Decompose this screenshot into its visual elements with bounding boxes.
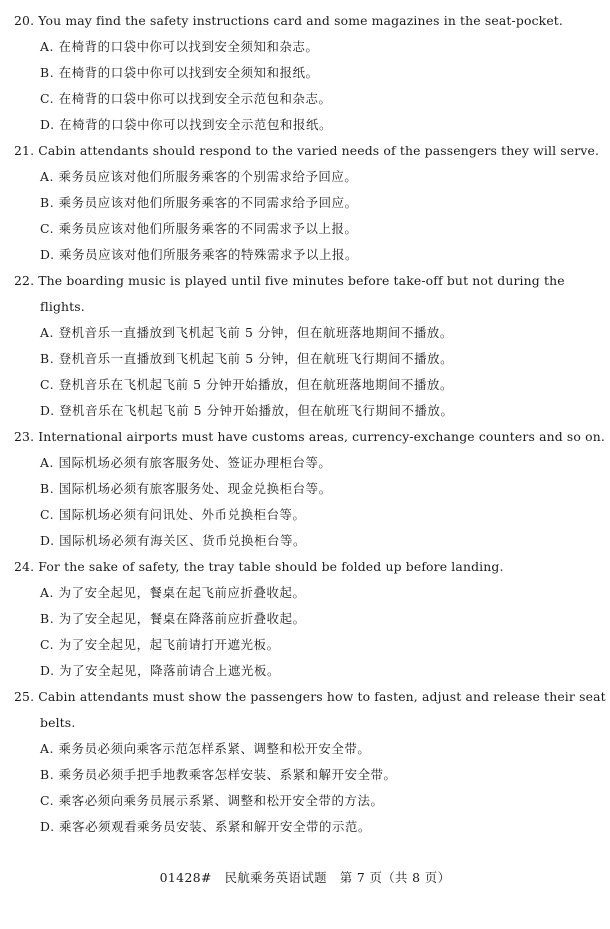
option-c: C. 乘务员应该对他们所服务乘客的不同需求予以上报。 bbox=[40, 221, 358, 236]
option-c: C. 登机音乐在飞机起飞前 5 分钟开始播放，但在航班落地期间不播放。 bbox=[40, 377, 454, 392]
option-d: D. 在椅背的口袋中你可以找到安全示范包和报纸。 bbox=[40, 117, 332, 132]
option-b: B. 为了安全起见，餐桌在降落前应折叠收起。 bbox=[40, 611, 306, 626]
option-b: B. 国际机场必须有旅客服务处、现金兑换柜台等。 bbox=[40, 481, 332, 496]
question-stem: 24. For the sake of safety, the tray table should be folded up before landing. bbox=[14, 559, 504, 574]
option-b: B. 登机音乐一直播放到飞机起飞前 5 分钟，但在航班飞行期间不播放。 bbox=[40, 351, 454, 366]
question-list bbox=[0, 8, 610, 840]
option-a: A. 为了安全起见，餐桌在起飞前应折叠收起。 bbox=[40, 585, 306, 600]
option-d: D. 国际机场必须有海关区、货币兑换柜台等。 bbox=[40, 533, 306, 548]
option-b: B. 乘务员应该对他们所服务乘客的不同需求给予回应。 bbox=[40, 195, 358, 210]
option-c: C. 为了安全起见，起飞前请打开遮光板。 bbox=[40, 637, 280, 652]
question-stem: 20. You may find the safety instructions card and some magazines in the seat-pocket. bbox=[14, 13, 564, 28]
option-a: A. 在椅背的口袋中你可以找到安全须知和杂志。 bbox=[40, 39, 319, 54]
option-c: C. 乘客必须向乘务员展示系紧、调整和松开安全带的方法。 bbox=[40, 793, 384, 808]
stem-continuation-text: flights. bbox=[40, 299, 85, 314]
question-stem: 23. International airports must have customs areas, currency-exchange counters and so on. bbox=[14, 429, 605, 444]
question-21 bbox=[0, 138, 610, 268]
option-a: A. 国际机场必须有旅客服务处、签证办理柜台等。 bbox=[40, 455, 332, 470]
question-22 bbox=[0, 268, 610, 424]
option-b: B. 乘务员必须手把手地教乘客怎样安装、系紧和解开安全带。 bbox=[40, 767, 397, 782]
option-d: D. 乘客必须观看乘务员安装、系紧和解开安全带的示范。 bbox=[40, 819, 371, 834]
option-d: D. 乘务员应该对他们所服务乘客的特殊需求予以上报。 bbox=[40, 247, 358, 262]
option-a: A. 乘务员必须向乘客示范怎样系紧、调整和松开安全带。 bbox=[40, 741, 371, 756]
question-stem: 22. The boarding music is played until five minutes before take-off but not during the bbox=[14, 273, 565, 288]
question-24 bbox=[0, 554, 610, 684]
option-d: D. 为了安全起见，降落前请合上遮光板。 bbox=[40, 663, 281, 678]
question-stem: 25. Cabin attendants must show the passengers how to fasten, adjust and release their seat bbox=[14, 689, 606, 704]
option-c: C. 在椅背的口袋中你可以找到安全示范包和杂志。 bbox=[40, 91, 332, 106]
option-a: A. 登机音乐一直播放到飞机起飞前 5 分钟，但在航班落地期间不播放。 bbox=[40, 325, 453, 340]
option-c: C. 国际机场必须有问讯处、外币兑换柜台等。 bbox=[40, 507, 306, 522]
option-a: A. 乘务员应该对他们所服务乘客的个别需求给予回应。 bbox=[40, 169, 358, 184]
question-stem: 21. Cabin attendants should respond to the varied needs of the passengers they will serve. bbox=[14, 143, 600, 158]
page-footer: 01428# 民航乘务英语试题 第 7 页（共 8 页） bbox=[159, 870, 451, 885]
question-20 bbox=[0, 8, 610, 138]
question-stem-continuation bbox=[0, 294, 610, 320]
question-25 bbox=[0, 684, 610, 840]
stem-continuation-text: belts. bbox=[40, 715, 76, 730]
question-23 bbox=[0, 424, 610, 554]
option-b: B. 在椅背的口袋中你可以找到安全须知和报纸。 bbox=[40, 65, 319, 80]
option-d: D. 登机音乐在飞机起飞前 5 分钟开始播放，但在航班飞行期间不播放。 bbox=[40, 403, 454, 418]
question-stem-continuation bbox=[0, 710, 610, 736]
